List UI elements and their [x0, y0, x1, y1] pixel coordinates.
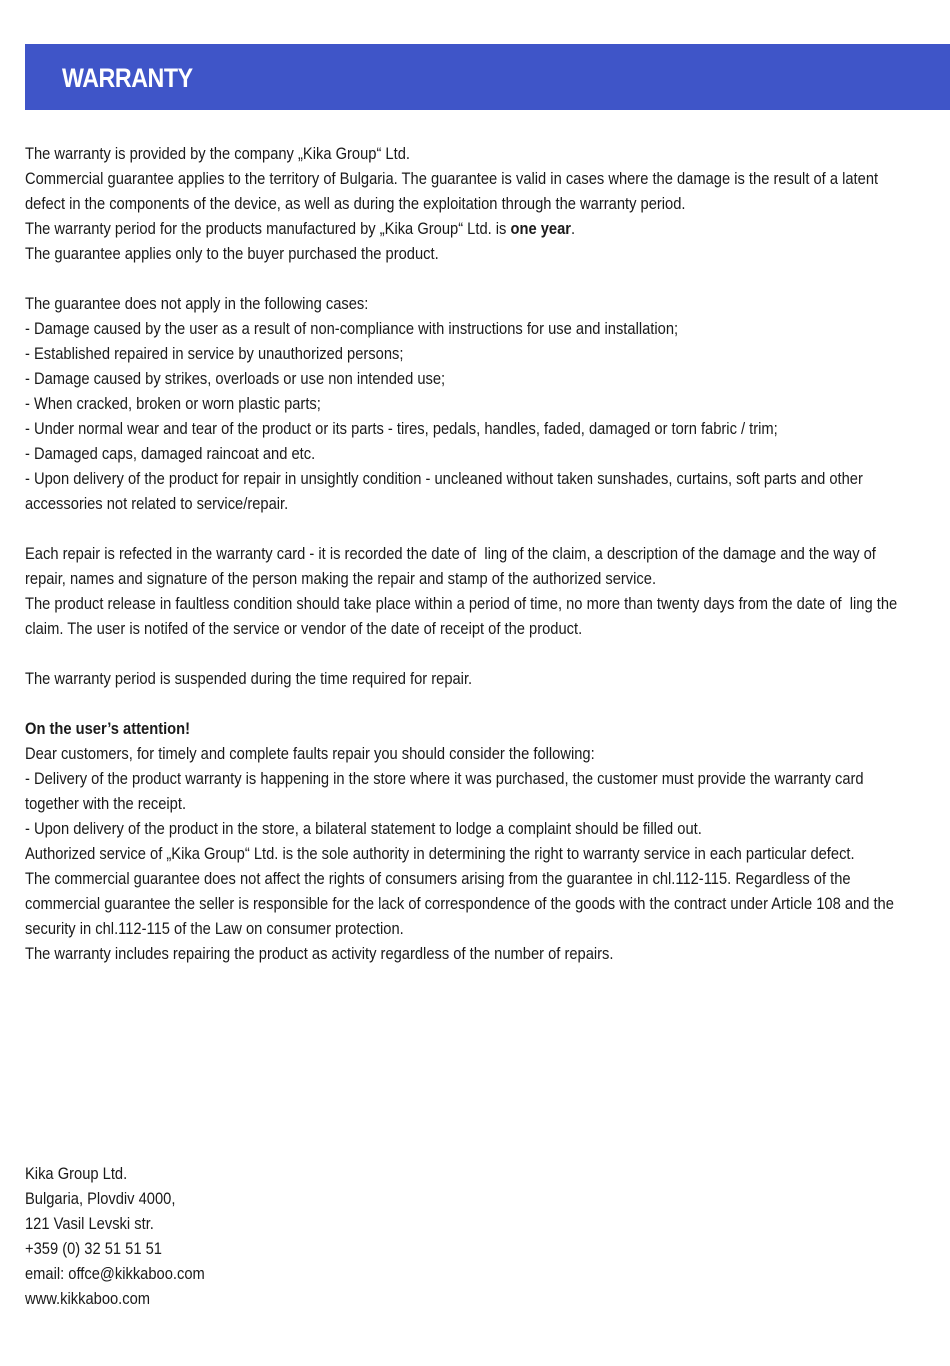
contact-street: 121 Vasil Levski str.: [25, 1214, 154, 1233]
attention-line: The warranty includes repairing the product as activity regardless of the number of repairs.: [25, 944, 614, 963]
attention-line: - Delivery of the product warranty is happening in the store where it was purchased, the customer must provide the warranty card together with the receipt.: [25, 769, 868, 813]
exclusion-item: - Under normal wear and tear of the product or its parts - tires, pedals, handles, faded, damaged or torn fabric / trim;: [25, 419, 778, 438]
intro-period: [25, 216, 907, 241]
repair-release: The product release in faultless condition should take place within a period of time, no more than twenty days from the date of ling the claim. The user is notifed of the service or vendor of the date of receipt of the product.: [25, 594, 902, 638]
contact-block: [25, 1161, 205, 1311]
intro-period-duration: one year: [510, 219, 571, 238]
attention-heading: [25, 716, 907, 741]
warranty-body: [25, 141, 907, 966]
intro-buyer: The guarantee applies only to the buyer purchased the product.: [25, 244, 439, 263]
exclusion-item: - Upon delivery of the product for repair in unsightly condition - uncleaned without taken sunshades, curtains, soft parts and other accessories not related to service/repair.: [25, 469, 867, 513]
exclusion-item: - Damage caused by the user as a result of non-compliance with instructions for use and installation;: [25, 319, 679, 338]
intro-period-suffix: .: [570, 219, 576, 238]
exclusion-item: - Damaged caps, damaged raincoat and etc.: [25, 444, 316, 463]
contact-website: www.kikkaboo.com: [25, 1289, 151, 1308]
intro-territory: Commercial guarantee applies to the territory of Bulgaria. The guarantee is valid in cases where the damage is the result of a latent defect in the components of the device, as well as during the exploitation through the warranty period.: [25, 169, 883, 213]
page-title: WARRANTY: [62, 63, 193, 93]
attention-line: The commercial guarantee does not affect the rights of consumers arising from the guarantee in chl.112-115. Regardless of the commercial guarantee the seller is responsible for the lack of correspondence of the goods with the contract under Article 108 and the security in chl.112-115 of the Law on consumer protection.: [25, 869, 899, 938]
exclusion-item: - Established repaired in service by unauthorized persons;: [25, 344, 404, 363]
attention-line: - Upon delivery of the product in the store, a bilateral statement to lodge a complaint should be filled out.: [25, 819, 702, 838]
repair-record: Each repair is refected in the warranty card - it is recorded the date of ling of the claim, a description of the damage and the way of repair, names and signature of the person making the repair and stamp of the authorized service.: [25, 544, 880, 588]
header-bar: [25, 44, 950, 110]
intro-period-prefix: The warranty period for the products manufactured by „Kika Group“ Ltd. is: [25, 219, 511, 238]
intro-provider: The warranty is provided by the company „Kika Group“ Ltd.: [25, 144, 410, 163]
exclusion-item: - When cracked, broken or worn plastic parts;: [25, 394, 321, 413]
suspension-note: The warranty period is suspended during the time required for repair.: [25, 669, 473, 688]
contact-city: Bulgaria, Plovdiv 4000,: [25, 1189, 176, 1208]
contact-phone: +359 (0) 32 51 51 51: [25, 1239, 162, 1258]
exclusions-heading: The guarantee does not apply in the following cases:: [25, 294, 369, 313]
contact-email: email: offce@kikkaboo.com: [25, 1264, 205, 1283]
attention-line: Authorized service of „Kika Group“ Ltd. is the sole authority in determining the right to warranty service in each particular defect.: [25, 844, 855, 863]
exclusion-item: - Damage caused by strikes, overloads or use non intended use;: [25, 369, 446, 388]
contact-company: Kika Group Ltd.: [25, 1164, 128, 1183]
attention-line: Dear customers, for timely and complete faults repair you should consider the following:: [25, 744, 595, 763]
attention-heading-text: On the user’s attention!: [25, 719, 191, 738]
